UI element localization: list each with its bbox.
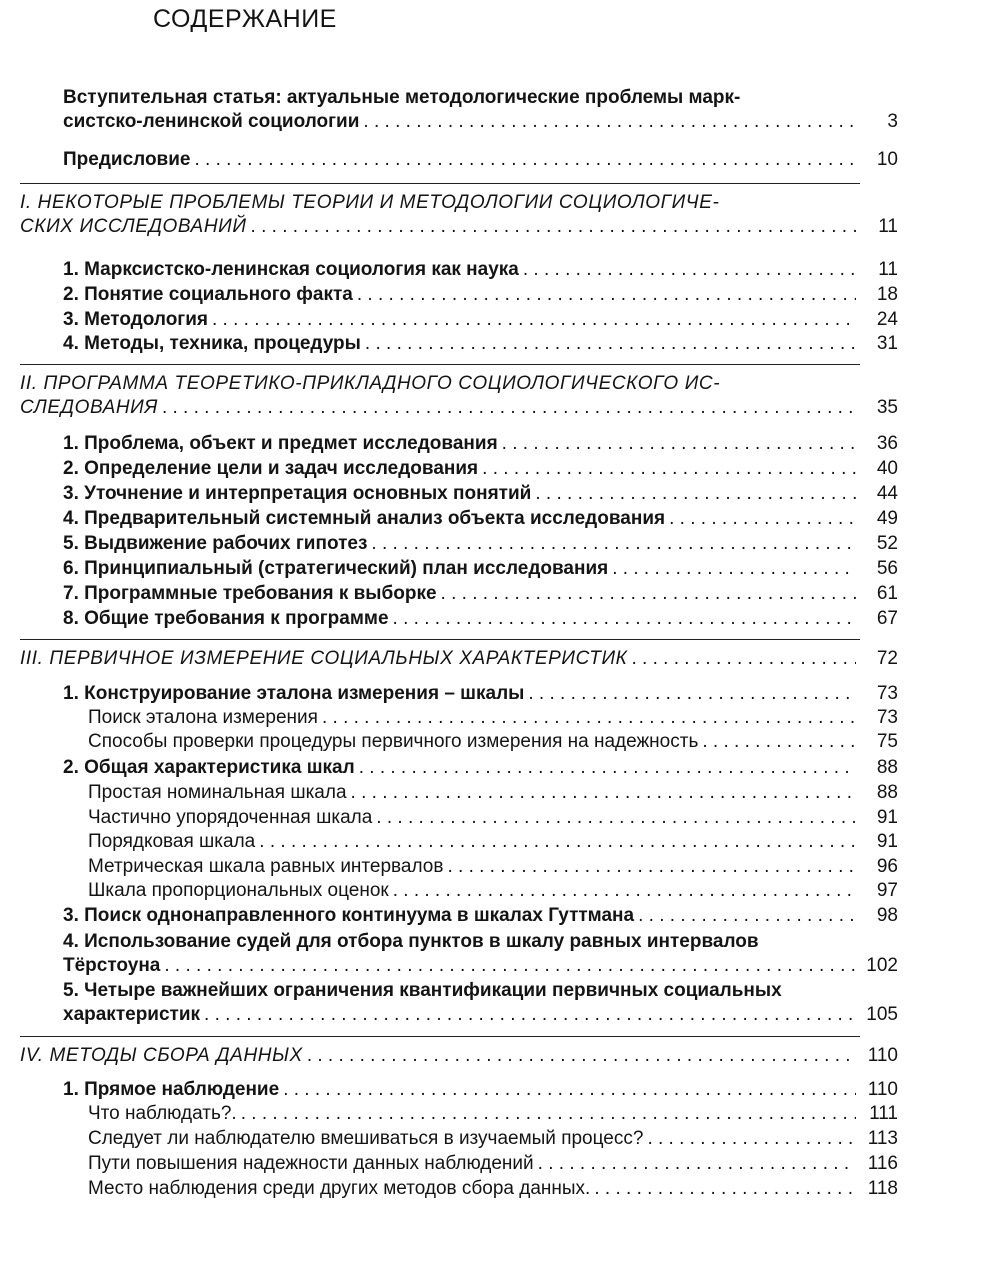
entry-title: 2. Общая характеристика шкал (63, 757, 355, 778)
page-number: 61 (876, 583, 898, 604)
entry-title: 3. Уточнение и интерпретация основных понятий (63, 483, 532, 504)
dot-leader (631, 647, 856, 671)
page-number: 113 (867, 1128, 898, 1149)
entry-title: систско-ленинской социологии (63, 111, 360, 132)
dot-leader (538, 1152, 856, 1176)
entry-title-line: Вступительная статья: актуальные методологические проблемы марк- (63, 87, 741, 108)
page-number: 52 (876, 533, 898, 554)
toc-line (88, 1102, 898, 1126)
page-number: 91 (876, 807, 898, 828)
page-number: 49 (876, 508, 898, 529)
toc-line (63, 756, 898, 780)
entry-title: Место наблюдения среди других методов сбора данных. (88, 1178, 591, 1199)
section-divider (20, 1036, 860, 1037)
entry-title: Следует ли наблюдателю вмешиваться в изучаемый процесс? (88, 1128, 644, 1149)
toc-line (63, 954, 898, 978)
dot-leader (482, 457, 856, 481)
page-number: 18 (876, 284, 898, 305)
toc-line (20, 396, 898, 420)
entry-title: Поиск эталона измерения (88, 707, 318, 728)
dot-leader (441, 582, 856, 606)
entry-title: 1. Марксистско-ленинская социология как наука (63, 259, 519, 280)
entry-title-line: II. ПРОГРАММА ТЕОРЕТИКО-ПРИКЛАДНОГО СОЦИОЛОГИЧЕСКОГО ИС- (20, 373, 721, 394)
toc-line (63, 607, 898, 631)
entry-title: 2. Определение цели и задач исследования (63, 458, 479, 479)
toc-line (63, 904, 898, 928)
page-number: 105 (866, 1004, 898, 1025)
entry-title: Метрическая шкала равных интервалов (88, 856, 444, 877)
entry-title: 8. Общие требования к программе (63, 608, 389, 629)
toc-line (88, 806, 898, 830)
dot-leader (447, 855, 856, 879)
entry-title: Простая номинальная шкала (88, 782, 347, 803)
dot-leader (365, 332, 856, 356)
dot-leader (359, 756, 856, 780)
page-number: 73 (876, 683, 898, 704)
entry-title: Частично упорядоченная шкала (88, 807, 373, 828)
toc-line (63, 110, 898, 134)
entry-title: Тёрстоуна (63, 955, 161, 976)
entry-title: Способы проверки процедуры первичного измерения на надежность (88, 731, 699, 752)
page-number: 10 (876, 149, 898, 170)
toc-line (88, 706, 898, 730)
toc-line (63, 457, 898, 481)
dot-leader (259, 830, 856, 854)
dot-leader (322, 706, 856, 730)
dot-leader (638, 904, 856, 928)
toc-line (63, 258, 898, 282)
toc-line (63, 507, 898, 531)
page-number: 35 (876, 397, 898, 418)
dot-leader (612, 557, 856, 581)
toc-line (20, 215, 898, 239)
toc-line (63, 682, 898, 706)
dot-leader (702, 730, 856, 754)
entry-title: Порядковая шкала (88, 831, 256, 852)
dot-leader (351, 781, 856, 805)
toc-line (20, 1044, 898, 1068)
entry-title-line: 4. Использование судей для отбора пунктов в шкалу равных интервалов (63, 931, 759, 952)
toc-line (88, 830, 898, 854)
entry-title-line: 5. Четыре важнейших ограничения квантификации первичных социальных (63, 980, 782, 1001)
page-number: 11 (878, 259, 898, 280)
dot-leader (523, 258, 856, 282)
page-number: 88 (876, 757, 898, 778)
toc-line (88, 879, 898, 903)
dot-leader (357, 283, 856, 307)
dot-leader (283, 1078, 856, 1102)
entry-title: 6. Принципиальный (стратегический) план исследования (63, 558, 609, 579)
dot-leader (307, 1044, 856, 1068)
entry-title: 7. Программные требования к выборке (63, 583, 437, 604)
entry-title: 5. Выдвижение рабочих гипотез (63, 533, 368, 554)
toc-line (88, 855, 898, 879)
page-number: 102 (866, 955, 898, 976)
entry-title: СЛЕДОВАНИЯ (20, 397, 158, 418)
dot-leader (647, 1127, 856, 1151)
entry-title: 1. Прямое наблюдение (63, 1079, 280, 1100)
page-number: 67 (876, 608, 898, 629)
dot-leader (594, 1177, 856, 1201)
page-number: 36 (876, 433, 898, 454)
toc-line (63, 332, 898, 356)
dot-leader (393, 607, 856, 631)
entry-title-line: I. НЕКОТОРЫЕ ПРОБЛЕМЫ ТЕОРИИ И МЕТОДОЛОГИИ СОЦИОЛОГИЧЕ- (20, 192, 720, 213)
page-number: 56 (876, 558, 898, 579)
page-number: 91 (876, 831, 898, 852)
page-number: 97 (876, 880, 898, 901)
entry-title: 4. Методы, техника, процедуры (63, 333, 361, 354)
dot-leader (241, 1102, 856, 1126)
toc-line (63, 582, 898, 606)
page-number: 31 (876, 333, 898, 354)
page-number: 98 (876, 905, 898, 926)
toc-line (88, 781, 898, 805)
toc-line (63, 148, 898, 172)
page-number: 3 (887, 111, 898, 132)
entry-title: IV. МЕТОДЫ СБОРА ДАННЫХ (20, 1045, 303, 1066)
page-number: 72 (876, 648, 898, 669)
section-divider (20, 364, 860, 365)
entry-title: 2. Понятие социального факта (63, 284, 353, 305)
dot-leader (371, 532, 856, 556)
toc-line (63, 283, 898, 307)
dot-leader (502, 432, 856, 456)
dot-leader (195, 148, 857, 172)
page-number: 88 (876, 782, 898, 803)
page-number: 40 (876, 458, 898, 479)
dot-leader (669, 507, 856, 531)
dot-leader (162, 396, 856, 420)
page-title: СОДЕРЖАНИЕ (153, 5, 337, 33)
entry-title: Что наблюдать?. (88, 1103, 237, 1124)
toc-line (63, 308, 898, 332)
page-number: 118 (867, 1178, 898, 1199)
toc-line (63, 432, 898, 456)
toc-line (88, 1127, 898, 1151)
entry-title: 4. Предварительный системный анализ объекта исследования (63, 508, 666, 529)
dot-leader (204, 1003, 856, 1027)
page-number: 96 (876, 856, 898, 877)
toc-line (88, 1152, 898, 1176)
toc-line (88, 1177, 898, 1201)
toc-line (63, 557, 898, 581)
toc-line (63, 1003, 898, 1027)
dot-leader (393, 879, 856, 903)
dot-leader (164, 954, 856, 978)
entry-title: III. ПЕРВИЧНОЕ ИЗМЕРЕНИЕ СОЦИАЛЬНЫХ ХАРАКТЕРИСТИК (20, 648, 628, 669)
toc-line (88, 730, 898, 754)
entry-title: СКИХ ИССЛЕДОВАНИЙ (20, 216, 247, 237)
toc-line (63, 1078, 898, 1102)
entry-title: характеристик (63, 1004, 201, 1025)
page-number: 111 (869, 1103, 898, 1124)
toc-line (63, 532, 898, 556)
toc-line (20, 647, 898, 671)
page-number: 73 (876, 707, 898, 728)
page-number: 110 (867, 1045, 898, 1066)
dot-leader (376, 806, 856, 830)
page-number: 11 (878, 216, 898, 237)
page-number: 110 (867, 1079, 898, 1100)
page-number: 44 (876, 483, 898, 504)
page-number: 24 (876, 309, 898, 330)
entry-title: 3. Поиск однонаправленного континуума в шкалах Гуттмана (63, 905, 635, 926)
entry-title: Пути повышения надежности данных наблюдений (88, 1153, 534, 1174)
entry-title: 1. Проблема, объект и предмет исследования (63, 433, 498, 454)
page-number: 116 (867, 1153, 898, 1174)
dot-leader (528, 682, 856, 706)
toc-line (63, 482, 898, 506)
section-divider (20, 639, 860, 640)
page-number: 75 (876, 731, 898, 752)
entry-title: Шкала пропорциональных оценок (88, 880, 389, 901)
dot-leader (251, 215, 856, 239)
entry-title: 3. Методология (63, 309, 208, 330)
entry-title: 1. Конструирование эталона измерения – шкалы (63, 683, 525, 704)
dot-leader (212, 308, 856, 332)
dot-leader (535, 482, 856, 506)
dot-leader (363, 110, 856, 134)
entry-title: Предисловие (63, 149, 191, 170)
section-divider (20, 183, 860, 184)
